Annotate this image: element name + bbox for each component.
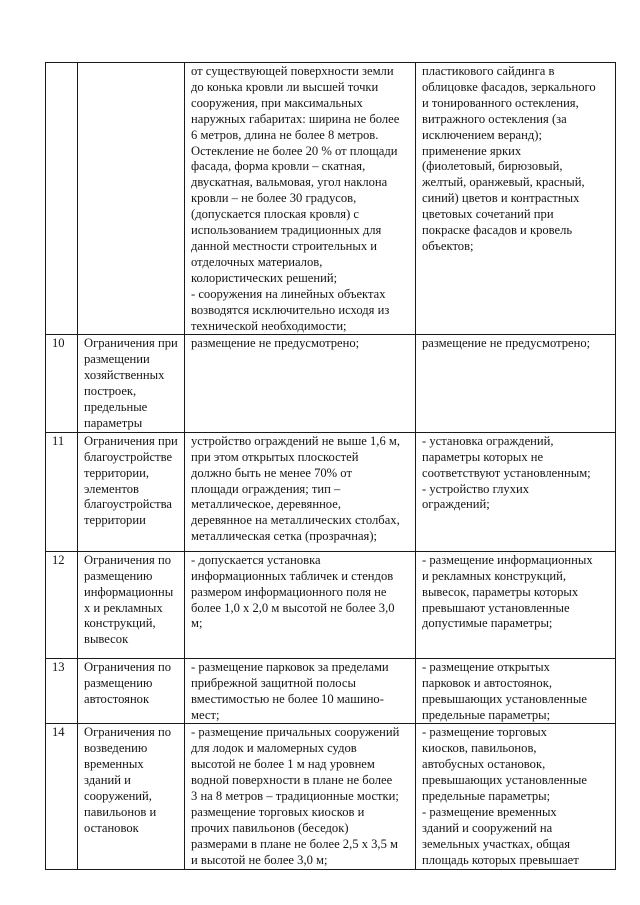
text-line: (фиолетовый, бирюзовый, [422, 159, 563, 174]
text-line: вывесок [84, 632, 129, 647]
forbidden-parameters-cell [416, 63, 616, 335]
text-line: прочих павильонов (беседок) [191, 820, 349, 835]
text-line: превышают установленные [422, 600, 570, 615]
text-line: исключением веранд); [422, 127, 542, 142]
row-number-cell [46, 63, 78, 335]
regulations-table [45, 62, 616, 870]
text-line: от существующей поверхности земли [191, 64, 394, 78]
text-line: параметры [84, 415, 143, 430]
text-line: автостоянок [84, 691, 150, 706]
text-line: технической необходимости; [191, 318, 347, 333]
text-line: территории [84, 513, 146, 528]
text-line: до конька кровли ли высшей точки [191, 79, 379, 94]
text-line: размерами в плане не более 2,5 х 3,5 м [191, 836, 398, 851]
row-number-cell: 12 [46, 551, 78, 658]
text-line: - допускается установка [191, 552, 321, 567]
restriction-name-cell [78, 335, 185, 432]
text-line: данной местности строительных и [191, 238, 378, 253]
text-line: металлическая сетка (прозрачная); [191, 529, 378, 544]
text-line: при этом открытых плоскостей [191, 449, 359, 464]
text-line: - размещение временных [422, 805, 557, 819]
text-line: сооружений, [84, 789, 152, 804]
text-line: - размещение информационных [422, 552, 593, 567]
text-line: Остекление не более 20 % от площади [191, 143, 398, 158]
forbidden-parameters-cell [416, 551, 616, 658]
text-line: хозяйственных [84, 368, 165, 383]
text-line: размещение не предусмотрено; [422, 336, 591, 351]
text-line: более 1,0 х 2,0 м высотой не более 3,0 [191, 600, 395, 615]
text-line: и тонированного остекления, [422, 95, 579, 110]
text-line: прибрежной защитной полосы [191, 675, 356, 690]
text-line: Ограничения при [84, 433, 178, 448]
text-line: информационных табличек и стендов [191, 568, 394, 583]
allowed-parameters-cell [185, 724, 416, 869]
text-line: облицовке фасадов, зеркального [422, 79, 596, 94]
text-line: водной поверхности в плане не более [191, 773, 393, 788]
text-line: конструкций, [84, 616, 156, 631]
text-line: пластикового сайдинга в [422, 64, 555, 78]
text-line: Ограничения по [84, 659, 172, 674]
text-line: зданий и [84, 773, 131, 788]
restriction-name-cell [78, 658, 185, 724]
text-line: предельные параметры; [422, 789, 551, 804]
text-line: покраске фасадов и кровель [422, 223, 573, 238]
text-line: - размещение парковок за пределами [191, 659, 389, 674]
text-line: м; [191, 616, 203, 631]
text-line: автобусных остановок, [422, 757, 546, 772]
text-line: павильонов и [84, 805, 157, 819]
text-line: - размещение причальных сооружений [191, 725, 400, 740]
text-line: наружных габаритах: ширина не более [191, 111, 400, 126]
table-row [46, 432, 616, 551]
row-number-cell: 10 [46, 335, 78, 432]
text-line: устройство ограждений не выше 1,6 м, [191, 433, 401, 448]
text-line: превышающих установленные [422, 691, 587, 706]
text-line: 6 метров, длина не более 8 метров. [191, 127, 379, 142]
text-line: объектов; [422, 238, 474, 253]
text-line: Ограничения по [84, 552, 172, 567]
text-line: размещение не предусмотрено; [191, 336, 360, 351]
text-line: - устройство глухих [422, 481, 530, 496]
text-line: - установка ограждений, [422, 433, 554, 448]
text-line: - сооружения на линейных объектах [191, 286, 386, 301]
table-row [46, 551, 616, 658]
text-line: применение ярких [422, 143, 522, 158]
text-line: фасада, форма кровли – скатная, [191, 159, 366, 174]
table-row [46, 724, 616, 869]
text-line: построек, [84, 384, 137, 399]
text-line: (допускается плоская кровля) с [191, 207, 360, 222]
text-line: двускатная, вальмовая, угол наклона [191, 175, 388, 190]
allowed-parameters-cell [185, 658, 416, 724]
text-line: витражного остекления (за [422, 111, 567, 126]
text-line: земельных участках, общая [422, 836, 571, 851]
text-line: размещению [84, 675, 153, 690]
text-line: сооружения, при максимальных [191, 95, 363, 110]
text-line: высотой не более 1 м над уровнем [191, 757, 375, 772]
allowed-parameters-cell [185, 63, 416, 335]
text-line: кровли – не более 30 градусов, [191, 191, 357, 206]
text-line: площадь которых превышает [422, 852, 579, 867]
text-line: соответствуют установленным; [422, 465, 591, 480]
restriction-name-cell [78, 432, 185, 551]
text-line: размещению [84, 568, 153, 583]
text-line: 3 на 8 метров – традиционные мостки; [191, 789, 399, 804]
forbidden-parameters-cell [416, 724, 616, 869]
allowed-parameters-cell [185, 551, 416, 658]
text-line: металлическое, деревянное, [191, 497, 341, 512]
forbidden-parameters-cell [416, 335, 616, 432]
table-row [46, 335, 616, 432]
text-line: - размещение торговых [422, 725, 547, 740]
row-number-cell: 14 [46, 724, 78, 869]
text-line: предельные [84, 400, 148, 415]
table-row [46, 658, 616, 724]
restriction-name-cell [78, 551, 185, 658]
text-line: возводятся исключительно исходя из [191, 302, 390, 317]
text-line: параметры которых не [422, 449, 544, 464]
text-line: х и рекламных [84, 600, 163, 615]
text-line: и высотой не более 3,0 м; [191, 852, 328, 867]
text-line: для лодок и маломерных судов [191, 741, 357, 756]
text-line: и рекламных конструкций, [422, 568, 567, 583]
text-line: остановок [84, 820, 139, 835]
row-number-cell: 11 [46, 432, 78, 551]
text-line: размещении [84, 352, 150, 367]
text-line: вывесок, параметры которых [422, 584, 579, 599]
text-line: деревянное на металлических столбах, [191, 513, 400, 528]
allowed-parameters-cell [185, 432, 416, 551]
text-line: киосков, павильонов, [422, 741, 537, 756]
text-line: допустимые параметры; [422, 616, 553, 631]
text-line: площади ограждения; тип – [191, 481, 341, 496]
text-line: колористических решений; [191, 270, 338, 285]
text-line: превышающих установленные [422, 773, 587, 788]
text-line: парковок и автостоянок, [422, 675, 552, 690]
text-line: зданий и сооружений на [422, 820, 553, 835]
text-line: мест; [191, 707, 220, 722]
text-line: ограждений; [422, 497, 490, 512]
text-line: должно быть не менее 70% от [191, 465, 352, 480]
text-line: информационны [84, 584, 174, 599]
text-line: Ограничения при [84, 336, 178, 351]
text-line: благоустройства [84, 497, 172, 512]
text-line: элементов [84, 481, 139, 496]
table-row [46, 63, 616, 335]
text-line: отделочных материалов, [191, 254, 323, 269]
text-line: желтый, оранжевый, красный, [422, 175, 585, 190]
text-line: размером информационного поля не [191, 584, 387, 599]
text-line: использованием традиционных для [191, 223, 382, 238]
row-number-cell: 13 [46, 658, 78, 724]
text-line: размещение торговых киосков и [191, 805, 365, 819]
text-line: вместимостью не более 10 машино- [191, 691, 384, 706]
restriction-name-cell [78, 63, 185, 335]
text-line: цветовых сочетаний при [422, 207, 554, 222]
text-line: синий) цветов и контрастных [422, 191, 580, 206]
text-line: территории, [84, 465, 149, 480]
text-line: благоустройстве [84, 449, 173, 464]
restriction-name-cell [78, 724, 185, 869]
text-line: предельные параметры; [422, 707, 551, 722]
allowed-parameters-cell [185, 335, 416, 432]
text-line: временных [84, 757, 144, 772]
forbidden-parameters-cell [416, 658, 616, 724]
text-line: - размещение открытых [422, 659, 550, 674]
forbidden-parameters-cell [416, 432, 616, 551]
text-line: возведению [84, 741, 148, 756]
text-line: Ограничения по [84, 725, 172, 740]
